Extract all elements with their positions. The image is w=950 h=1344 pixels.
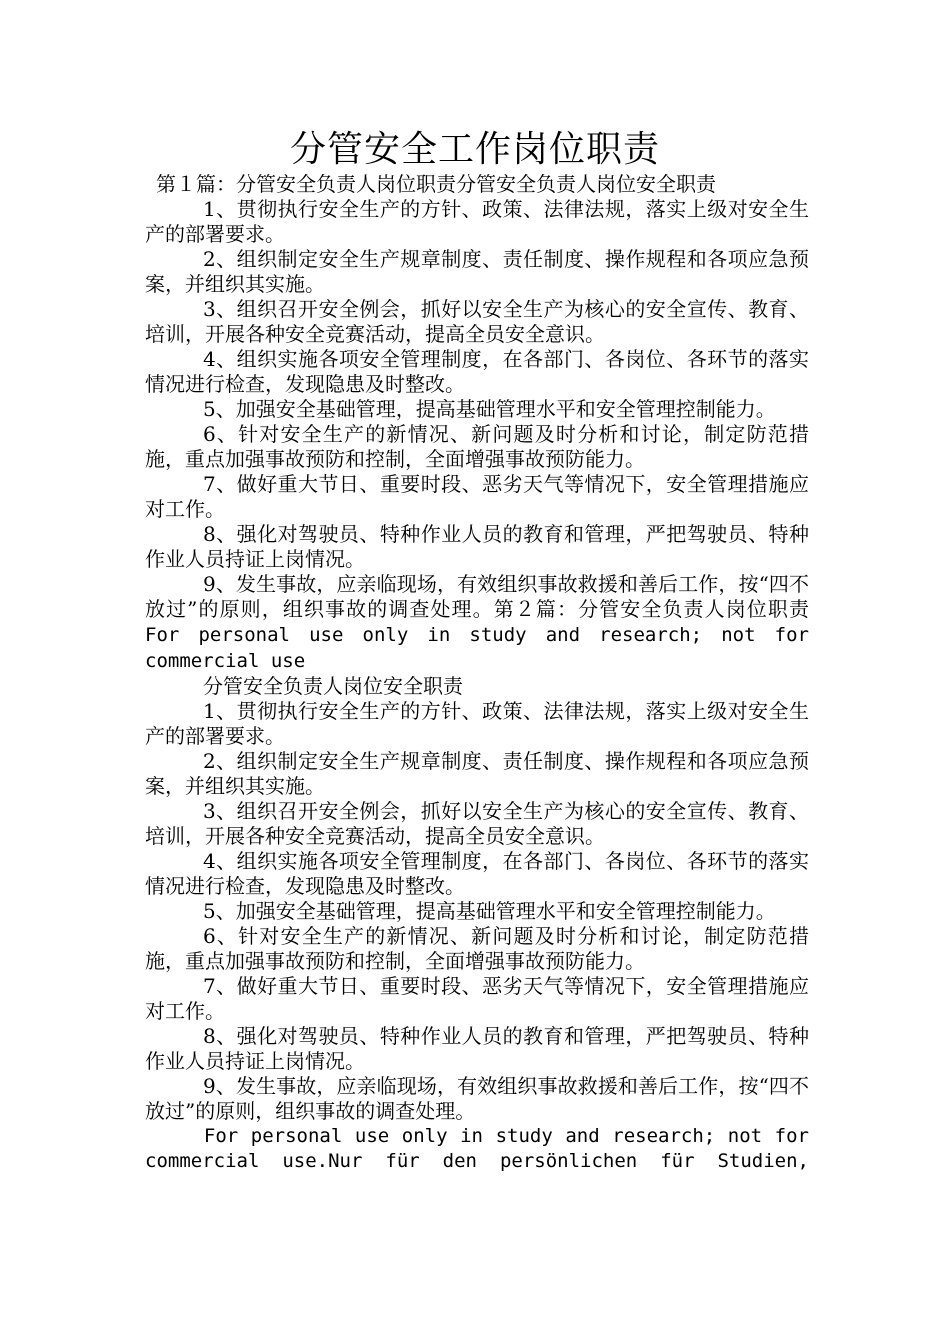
- part1-item-3: 3、组织召开安全例会，抓好以安全生产为核心的安全宣传、教育、培训，开展各种安全竞赛活动，提高全员安全意识。: [145, 297, 809, 346]
- part1-item-9-english: For personal use only in study and research; not for commercial use: [145, 624, 809, 672]
- part2-item-5: 5、加强安全基础管理，提高基础管理水平和安全管理控制能力。: [203, 899, 776, 923]
- part2-item-4: 4、组织实施各项安全管理制度，在各部门、各岗位、各环节的落实情况进行检查，发现隐患及时整改。: [145, 849, 809, 898]
- page-title: 分管安全工作岗位职责: [289, 129, 660, 170]
- part1-item-9: [145, 572, 809, 674]
- part2-heading: 分管安全负责人岗位安全职责: [203, 674, 463, 698]
- footer-line-2: commercial use.Nur für den persönlichen für Studien,: [145, 1150, 809, 1172]
- part1-item-6: 6、针对安全生产的新情况、新问题及时分析和讨论，制定防范措施，重点加强事故预防和控制，全面增强事故预防能力。: [145, 422, 809, 471]
- part1-item-7: 7、做好重大节日、重要时段、恶劣天气等情况下，安全管理措施应对工作。: [145, 472, 809, 521]
- part2-item-3: 3、组织召开安全例会，抓好以安全生产为核心的安全宣传、教育、培训，开展各种安全竞赛活动，提高全员安全意识。: [145, 799, 809, 848]
- footer-line-1: For personal use only in study and research; not for: [203, 1125, 809, 1147]
- part1-item-2: 2、组织制定安全生产规章制度、责任制度、操作规程和各项应急预案，并组织其实施。: [145, 247, 809, 296]
- part1-item-9-text: 9、发生事故，应亲临现场，有效组织事故救援和善后工作，按“四不放过”的原则，组织事故的调查处理。第２篇：分管安全负责人岗位职责: [145, 572, 809, 621]
- part1-item-8: 8、强化对驾驶员、特种作业人员的教育和管理，严把驾驶员、特种作业人员持证上岗情况。: [145, 522, 809, 571]
- part2-item-7: 7、做好重大节日、重要时段、恶劣天气等情况下，安全管理措施应对工作。: [145, 974, 809, 1023]
- part2-item-1: 1、贯彻执行安全生产的方针、政策、法律法规，落实上级对安全生产的部署要求。: [145, 699, 809, 748]
- part2-item-6: 6、针对安全生产的新情况、新问题及时分析和讨论，制定防范措施，重点加强事故预防和控制，全面增强事故预防能力。: [145, 924, 809, 973]
- part2-item-9: 9、发生事故，应亲临现场，有效组织事故救援和善后工作，按“四不放过”的原则，组织事故的调查处理。: [145, 1074, 809, 1123]
- part2-item-2: 2、组织制定安全生产规章制度、责任制度、操作规程和各项应急预案，并组织其实施。: [145, 749, 809, 798]
- part1-item-5: 5、加强安全基础管理，提高基础管理水平和安全管理控制能力。: [203, 397, 776, 421]
- part1-heading: 第１篇：分管安全负责人岗位职责分管安全负责人岗位安全职责: [156, 172, 716, 196]
- document-body: [145, 172, 809, 1174]
- part1-item-4: 4、组织实施各项安全管理制度，在各部门、各岗位、各环节的落实情况进行检查，发现隐患及时整改。: [145, 347, 809, 396]
- part1-item-1: 1、贯彻执行安全生产的方针、政策、法律法规，落实上级对安全生产的部署要求。: [145, 197, 809, 246]
- part2-item-8: 8、强化对驾驶员、特种作业人员的教育和管理，严把驾驶员、特种作业人员持证上岗情况。: [145, 1024, 809, 1073]
